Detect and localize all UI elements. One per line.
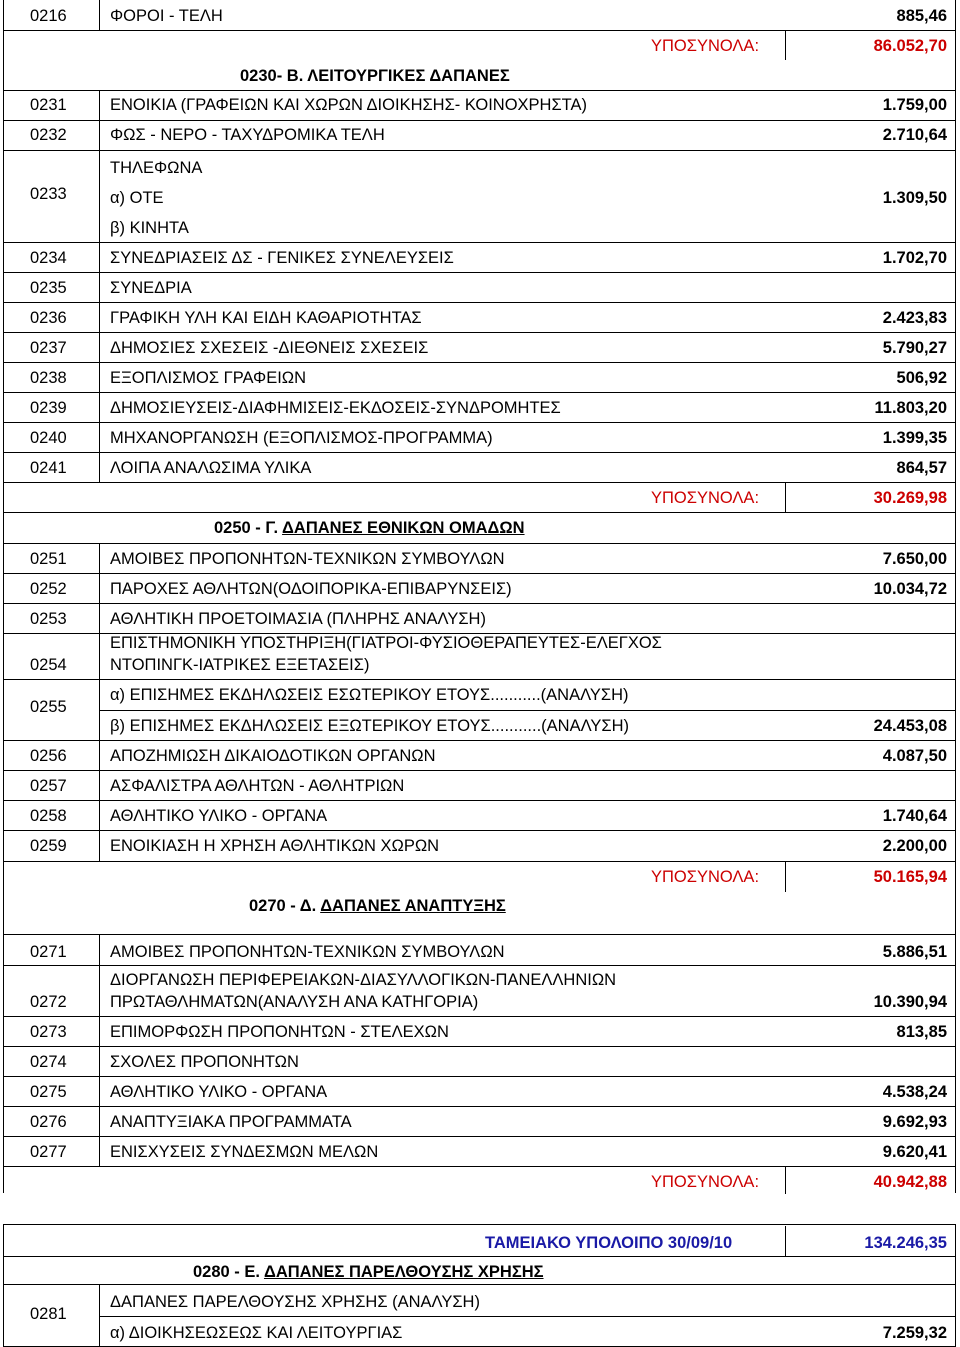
section-code: 0280 - Ε. — [193, 1263, 260, 1281]
subtotal-value: 86.052,70 — [873, 37, 947, 55]
subtotal-label: ΥΠΟΣΥΝΟΛΑ: — [651, 489, 760, 507]
account-description: ΔΗΜΟΣΙΕΥΣΕΙΣ-ΔΙΑΦΗΜΙΣΕΙΣ-ΕΚΔΟΣΕΙΣ-ΣΥΝΔΡΟΜΗΤΕΣ — [110, 399, 561, 417]
account-amount: 1.309,50 — [882, 189, 947, 207]
account-code: 0252 — [30, 580, 67, 598]
account-description: ΜΗΧΑΝΟΡΓΑΝΩΣΗ (ΕΞΟΠΛΙΣΜΟΣ-ΠΡΟΓΡΑΜΜΑ) — [110, 429, 493, 447]
account-code: 0216 — [30, 7, 67, 25]
account-code: 0281 — [30, 1305, 67, 1323]
account-code: 0241 — [30, 459, 67, 477]
account-description: ΕΠΙΣΤΗΜΟΝΙΚΗ ΥΠΟΣΤΗΡΙΞΗ(ΓΙΑΤΡΟΙ-ΦΥΣΙΟΘΕΡΑΠΕΥΤΕΣ-ΕΛΕΓΧΟΣ — [110, 634, 662, 652]
account-amount: 813,85 — [896, 1023, 947, 1041]
account-description: ΑΘΛΗΤΙΚΗ ΠΡΟΕΤΟΙΜΑΣΙΑ (ΠΛΗΡΗΣ ΑΝΑΛΥΣΗ) — [110, 610, 486, 628]
account-code: 0234 — [30, 249, 67, 267]
account-description: ΝΤΟΠΙΝΓΚ-ΙΑΤΡΙΚΕΣ ΕΞΕΤΑΣΕΙΣ) — [110, 656, 370, 674]
account-code: 0275 — [30, 1083, 67, 1101]
account-amount: 5.790,27 — [882, 339, 947, 357]
account-description: ΤΗΛΕΦΩΝΑ — [110, 159, 203, 177]
subtotal-label: ΥΠΟΣΥΝΟΛΑ: — [651, 37, 760, 55]
account-description: β) ΚΙΝΗΤΑ — [110, 219, 189, 237]
section-title — [249, 898, 506, 915]
section-name: ΔΑΠΑΝΕΣ ΕΘΝΙΚΩΝ ΟΜΑΔΩΝ — [282, 519, 525, 537]
account-amount: 1.740,64 — [882, 807, 947, 825]
account-code: 0258 — [30, 807, 67, 825]
account-amount: 11.803,20 — [874, 399, 947, 417]
subtotal-value: 30.269,98 — [873, 489, 947, 507]
account-amount: 1.702,70 — [882, 249, 947, 267]
account-code: 0253 — [30, 610, 67, 628]
account-amount: 10.034,72 — [873, 580, 947, 598]
account-description: ΦΟΡΟΙ - ΤΕΛΗ — [110, 7, 223, 25]
subtotal-label: ΥΠΟΣΥΝΟΛΑ: — [651, 1173, 760, 1191]
subtotal-value: 40.942,88 — [873, 1173, 947, 1191]
account-description: ΕΞΟΠΛΙΣΜΟΣ ΓΡΑΦΕΙΩΝ — [110, 369, 307, 387]
account-amount: 506,92 — [896, 369, 947, 387]
account-code: 0273 — [30, 1023, 67, 1041]
account-description: ΣΧΟΛΕΣ ΠΡΟΠΟΝΗΤΩΝ — [110, 1053, 299, 1071]
subtotal-label: ΥΠΟΣΥΝΟΛΑ: — [651, 868, 760, 886]
account-code: 0239 — [30, 399, 67, 417]
account-amount: 864,57 — [896, 459, 947, 477]
account-code: 0251 — [30, 550, 67, 568]
account-description: ΦΩΣ - ΝΕΡΟ - ΤΑΧΥΔΡΟΜΙΚΑ ΤΕΛΗ — [110, 126, 385, 144]
section-code: 0250 - Γ. — [214, 519, 279, 537]
section-code: 0270 - Δ. — [249, 897, 317, 915]
account-amount: 9.692,93 — [882, 1113, 947, 1131]
account-code: 0257 — [30, 777, 67, 795]
account-description: ΣΥΝΕΔΡΙΑ — [110, 279, 192, 297]
account-description: ΠΡΩΤΑΘΛΗΜΑΤΩΝ(ΑΝΑΛΥΣΗ ΑΝΑ ΚΑΤΗΓΟΡΙΑ) — [110, 993, 479, 1011]
account-description: ΕΝΙΣΧΥΣΕΙΣ ΣΥΝΔΕΣΜΩΝ ΜΕΛΩΝ — [110, 1143, 379, 1161]
account-code: 0233 — [30, 185, 67, 203]
subtotal-value: 50.165,94 — [873, 868, 947, 886]
account-amount: 1.759,00 — [882, 96, 947, 114]
account-description: β) ΕΠΙΣΗΜΕΣ ΕΚΔΗΛΩΣΕΙΣ ΕΞΩΤΕΡΙΚΟΥ ΕΤΟΥΣ...........(ΑΝΑΛΥΣΗ) — [110, 717, 629, 735]
account-amount: 7.650,00 — [882, 550, 947, 568]
account-description: α) ΔΙΟΙΚΗΣΕΩΣΕΩΣ ΚΑΙ ΛΕΙΤΟΥΡΓΙΑΣ — [110, 1324, 403, 1342]
account-code: 0277 — [30, 1143, 67, 1161]
account-description: α) ΟΤΕ — [110, 189, 164, 207]
account-amount: 5.886,51 — [882, 943, 947, 961]
account-code: 0274 — [30, 1053, 67, 1071]
account-amount: 2.423,83 — [882, 309, 947, 327]
account-code: 0235 — [30, 279, 67, 297]
account-description: ΔΗΜΟΣΙΕΣ ΣΧΕΣΕΙΣ -ΔΙΕΘΝΕΙΣ ΣΧΕΣΕΙΣ — [110, 339, 429, 357]
account-code: 0254 — [30, 656, 67, 674]
account-description: ΕΠΙΜΟΡΦΩΣΗ ΠΡΟΠΟΝΗΤΩΝ - ΣΤΕΛΕΧΩΝ — [110, 1023, 449, 1041]
cash-balance-value: 134.246,35 — [864, 1234, 947, 1252]
account-description: ΕΝΟΙΚΙΑ (ΓΡΑΦΕΙΩΝ ΚΑΙ ΧΩΡΩΝ ΔΙΟΙΚΗΣΗΣ- ΚΟΙΝΟΧΡΗΣΤΑ) — [110, 96, 588, 114]
account-description: ΑΜΟΙΒΕΣ ΠΡΟΠΟΝΗΤΩΝ-ΤΕΧΝΙΚΩΝ ΣΥΜΒΟΥΛΩΝ — [110, 550, 505, 568]
account-code: 0271 — [30, 943, 67, 961]
account-code: 0240 — [30, 429, 67, 447]
section-title — [214, 520, 525, 537]
account-description: ΔΑΠΑΝΕΣ ΠΑΡΕΛΘΟΥΣΗΣ ΧΡΗΣΗΣ (ΑΝΑΛΥΣΗ) — [110, 1293, 480, 1311]
account-description: ΔΙΟΡΓΑΝΩΣΗ ΠΕΡΙΦΕΡΕΙΑΚΩΝ-ΔΙΑΣΥΛΛΟΓΙΚΩΝ-ΠΑΝΕΛΛΗΝΙΩΝ — [110, 971, 617, 989]
account-description: ΑΠΟΖΗΜΙΩΣΗ ΔΙΚΑΙΟΔΟΤΙΚΩΝ ΟΡΓΑΝΩΝ — [110, 747, 436, 765]
account-code: 0276 — [30, 1113, 67, 1131]
account-amount: 1.399,35 — [882, 429, 947, 447]
account-description: ΠΑΡΟΧΕΣ ΑΘΛΗΤΩΝ(ΟΔΟΙΠΟΡΙΚΑ-ΕΠΙΒΑΡΥΝΣΕΙΣ) — [110, 580, 512, 598]
account-amount: 2.200,00 — [882, 837, 947, 855]
account-description: ΑΘΛΗΤΙΚΟ ΥΛΙΚΟ - ΟΡΓΑΝΑ — [110, 807, 328, 825]
account-description: α) ΕΠΙΣΗΜΕΣ ΕΚΔΗΛΩΣΕΙΣ ΕΣΩΤΕΡΙΚΟΥ ΕΤΟΥΣ...........(ΑΝΑΛΥΣΗ) — [110, 686, 629, 704]
account-description: ΑΣΦΑΛΙΣΤΡΑ ΑΘΛΗΤΩΝ - ΑΘΛΗΤΡΙΩΝ — [110, 777, 405, 795]
account-description: ΣΥΝΕΔΡΙΑΣΕΙΣ ΔΣ - ΓΕΝΙΚΕΣ ΣΥΝΕΛΕΥΣΕΙΣ — [110, 249, 454, 267]
account-amount: 10.390,94 — [873, 993, 947, 1011]
account-code: 0272 — [30, 993, 67, 1011]
account-amount: 7.259,32 — [882, 1324, 947, 1342]
account-code: 0259 — [30, 837, 67, 855]
account-description: ΑΜΟΙΒΕΣ ΠΡΟΠΟΝΗΤΩΝ-ΤΕΧΝΙΚΩΝ ΣΥΜΒΟΥΛΩΝ — [110, 943, 505, 961]
account-code: 0237 — [30, 339, 67, 357]
account-description: ΑΝΑΠΤΥΞΙΑΚΑ ΠΡΟΓΡΑΜΜΑΤΑ — [110, 1113, 352, 1131]
account-amount: 4.087,50 — [882, 747, 947, 765]
account-description: ΛΟΙΠΑ ΑΝΑΛΩΣΙΜΑ ΥΛΙΚΑ — [110, 459, 312, 477]
section-title: 0230- Β. ΛΕΙΤΟΥΡΓΙΚΕΣ ΔΑΠΑΝΕΣ — [240, 67, 510, 85]
account-amount: 24.453,08 — [873, 717, 947, 735]
account-code: 0236 — [30, 309, 67, 327]
account-description: ΓΡΑΦΙΚΗ ΥΛΗ ΚΑΙ ΕΙΔΗ ΚΑΘΑΡΙΟΤΗΤΑΣ — [110, 309, 422, 327]
section-name: ΔΑΠΑΝΕΣ ΑΝΑΠΤΥΞΗΣ — [320, 897, 506, 915]
account-amount: 4.538,24 — [882, 1083, 947, 1101]
account-code: 0256 — [30, 747, 67, 765]
section-name: ΔΑΠΑΝΕΣ ΠΑΡΕΛΘΟΥΣΗΣ ΧΡΗΣΗΣ — [263, 1263, 544, 1281]
account-amount: 885,46 — [896, 7, 947, 25]
account-amount: 9.620,41 — [882, 1143, 947, 1161]
account-code: 0255 — [30, 698, 67, 716]
account-code: 0232 — [30, 126, 67, 144]
account-description: ΕΝΟΙΚΙΑΣΗ Η ΧΡΗΣΗ ΑΘΛΗΤΙΚΩΝ ΧΩΡΩΝ — [110, 837, 440, 855]
account-description: ΑΘΛΗΤΙΚΟ ΥΛΙΚΟ - ΟΡΓΑΝΑ — [110, 1083, 328, 1101]
account-code: 0231 — [30, 96, 67, 114]
account-amount: 2.710,64 — [882, 126, 947, 144]
cash-balance-label: ΤΑΜΕΙΑΚΟ ΥΠΟΛΟΙΠΟ 30/09/10 — [485, 1234, 733, 1252]
account-code: 0238 — [30, 369, 67, 387]
section-title — [193, 1264, 544, 1281]
